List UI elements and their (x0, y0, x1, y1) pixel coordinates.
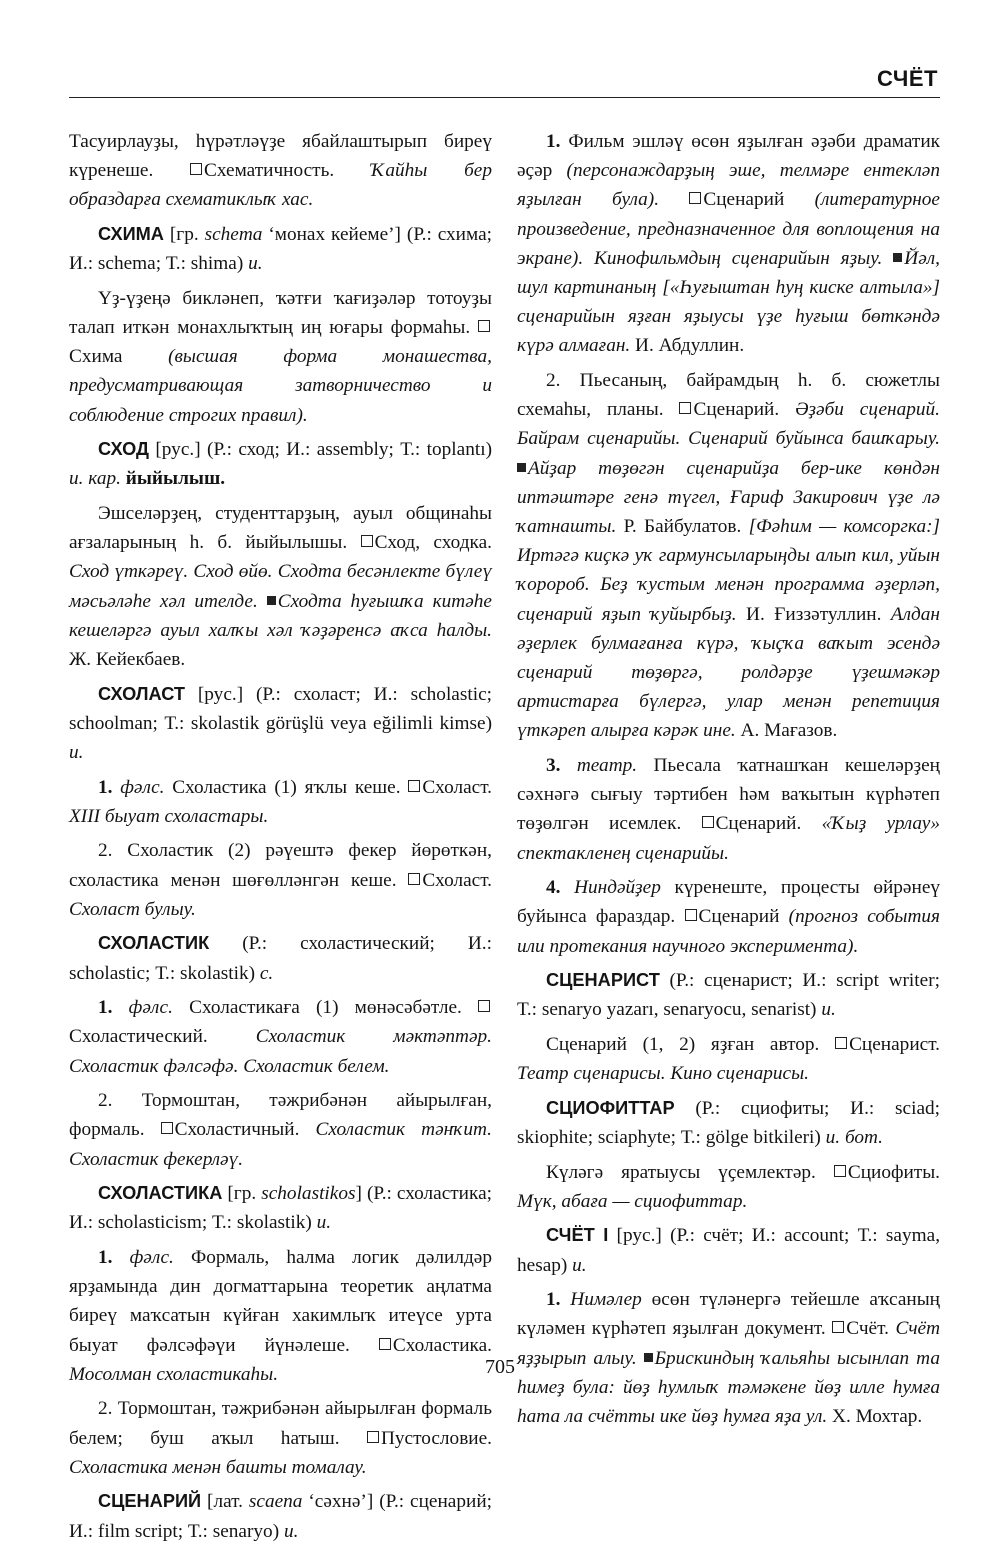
quotation: [Фәһим — комсоргка:] Иртәгә киҫкә уҡ гармунсыларыңды алып кил, уйын ҡоророб. Беҙ ҡустым менән программа әҙерләп, сценарий яҙып ҡуйырбыҙ. (517, 516, 941, 625)
cross-reference: йыйылыш. (125, 468, 226, 490)
quotation-author: И. Ғиззәтуллин. (736, 603, 891, 625)
part-of-speech: и. (69, 742, 84, 764)
sense (517, 127, 940, 361)
square-icon (685, 909, 697, 921)
part-of-speech: с. (259, 962, 274, 984)
etymology: [лат. (201, 1491, 249, 1513)
sense (517, 873, 940, 961)
russian-equivalent: Схима (69, 346, 169, 368)
headword-entry (69, 680, 492, 768)
definition: Үҙ-үҙеңә бикләнеп, ҡәтғи ҡағиҙәләр тотоуҙы талап иткән монахлыҡтың иң юғары формаһы. (69, 287, 492, 338)
square-icon (161, 1122, 173, 1134)
example: Мүк, абаға — сциофиттар. (517, 1190, 748, 1212)
etymology: [гр. (163, 224, 205, 245)
headword: СХОЛАСТ (98, 683, 186, 704)
domain-label: театр. (576, 755, 638, 777)
square-icon (478, 1000, 490, 1012)
running-head: СЧЁТ (877, 66, 938, 91)
part-of-speech: и. (821, 999, 836, 1021)
definition: Пьесала ҡатнашҡан кешеләрҙең сәхнәгә сығыу тәртибен һәм ваҡытын күрһәтеп төҙөлгән исемлек. (517, 755, 940, 835)
definition: Фильм эшләү өсөн яҙылған әҙәби драматик әҫәр (517, 131, 941, 182)
sense (517, 366, 940, 746)
square-icon (190, 163, 202, 175)
etymology: [гр. (222, 1183, 262, 1205)
sense (69, 1394, 492, 1482)
part-of-speech: и. (316, 1212, 332, 1234)
definition-start: Ниндәйҙер (574, 877, 661, 899)
headword-entry (69, 1179, 492, 1237)
equivalents: ‘сәхнә’] (Р.: сценарий; И.: film script; Т.: senaryo) (69, 1491, 492, 1542)
headword-entry (69, 1487, 492, 1545)
square-icon (478, 320, 490, 332)
sense-number: 4. (546, 877, 575, 899)
example: XIII быуат схоластары. (69, 805, 269, 827)
square-icon (379, 1338, 391, 1350)
sense-number: 1. (98, 1247, 130, 1268)
definition: Формаль, һалма логик дәлилдәр ярҙамында дин догматтарына теоретик аңлатма биреү маҡсатын күйған хакимлыҡ итеүсе урта быуат фәлсәфәүи йүнәлеше. (69, 1247, 492, 1356)
definition: күренеште, процесты өйрәнеү буйынса фараздар. (517, 877, 941, 928)
definition: Сценарий (1, 2) яҙған автор. (546, 1034, 836, 1056)
definition: 2. Тормоштан, тәжрибәнән айырылған формаль белем; буш аҡыл һатыш. (69, 1398, 492, 1449)
square-icon (408, 873, 420, 885)
quotation: Алдан әҙерлек булмағанға күрә, ҡыҫҡа ваҡыт эсендә сценарий төҙөргә, ролдәрҙе үҙешмәкәр артистарға бүлергә, улар менән репетиция үткәреп алырға кәрәк ине. (517, 603, 940, 742)
definition-note: (персонаждарҙың эше, телмәре ентекләп яҙылған була). (517, 160, 940, 211)
russian-equivalent: Схоластический. (69, 1026, 256, 1048)
entry-text (69, 499, 492, 674)
right-column (517, 127, 940, 1437)
russian-equivalent: Сценарий. (715, 813, 822, 835)
entry-text (517, 1030, 940, 1088)
example: Мосолман схоластикаһы. (69, 1363, 279, 1385)
quotation-author: А. Мағазов. (735, 720, 838, 742)
headword-entry (69, 220, 492, 278)
definition: Тасуирлауҙы, һүрәтләүҙе ябайлаштырып биреү күренеше. (69, 131, 492, 182)
example: Схоласт булыу. (69, 898, 196, 920)
headword-entry (517, 1221, 940, 1279)
quotation: Йәл, шул картинаның [«Һуғыштан һуң киске алтыла»] сценарийын яҙған яҙыусы үҙе һуғыш бөткәндә күрә алмаған. (517, 247, 940, 357)
headword: СЧЁТ I (546, 1225, 609, 1246)
equivalents: [рус.] (Р.: схоласт; И.: scholastic; schoolman; Т.: skolastik görüşlü veya eğilimli kimse) (69, 683, 492, 734)
square-icon (832, 1321, 844, 1333)
russian-gloss: (прогноз события или протекания научного эксперимента). (517, 906, 941, 957)
quotation: Брискиндың ҡальяһы ысынлап та һимеҙ була: йөҙ һумлыҡ тәмәкене йөҙ илле һумға һата ла счётты ике йөҙ һумға яҙа ул. (517, 1347, 940, 1428)
quotation-author: Р. Байбулатов. (616, 516, 749, 538)
equivalents: ‘монах кейеме’] (Р.: схима; И.: schema; Т.: shima) (69, 224, 492, 275)
sense-number: 1. (98, 776, 121, 798)
sense-number: 1. (546, 1289, 571, 1311)
definition: Күләгә яратыусы үҫемлектәр. (546, 1161, 834, 1183)
square-icon (834, 1165, 846, 1177)
equivalents: ] (Р.: схоластика; И.: scholasticism; Т.: skolastik) (69, 1183, 492, 1234)
headword: СХОЛАСТИК (98, 933, 210, 954)
square-icon (689, 192, 701, 204)
russian-equivalent: Схоласт. (422, 776, 492, 798)
equivalents: [рус.] (Р.: счёт; И.: account; Т.: sayma, hesap) (517, 1225, 941, 1276)
russian-equivalent: Схоласт. (422, 869, 492, 891)
sense (517, 751, 940, 868)
domain-label: фәлс. (128, 997, 173, 1019)
page-number: 705 (485, 1356, 515, 1378)
definition: Эшселәрҙең, студенттарҙың, ауыл общинаһы ағзаларының һ. б. йыйылышы. (69, 503, 492, 554)
russian-equivalent: Схоластичный. (174, 1119, 316, 1141)
russian-equivalent: Схоластика. (392, 1334, 492, 1356)
black-square-icon (517, 463, 526, 472)
sense-number: 1. (98, 997, 129, 1019)
example: Әҙәби сценарий. Байрам сценарийы. Сценарий буйынса башҡарыу. (517, 399, 940, 450)
example: Театр сценарисы. Кино сценарисы. (517, 1063, 809, 1085)
sense (69, 773, 492, 831)
headword: СХОД (98, 439, 149, 460)
example: Схоластика менән башты томалау. (69, 1456, 367, 1478)
sense (69, 993, 492, 1081)
russian-equivalent: Сценарий (698, 906, 789, 928)
headword-entry (69, 435, 492, 493)
entry-text (69, 284, 492, 430)
etymology-source: schema (204, 224, 263, 245)
headword: СЦЕНАРИСТ (546, 970, 660, 991)
example: Схоластик тәнҡит. Схоластик фекерләү. (69, 1119, 492, 1170)
russian-equivalent: Сценарий (703, 189, 815, 211)
example: «Ҡыҙ урлау» спектакленең сценарийы. (517, 813, 940, 864)
definition: Схоластикаға (1) мөнәсәбәтле. (172, 997, 478, 1019)
etymology-source: scholastikos (261, 1183, 356, 1205)
square-icon (408, 780, 420, 792)
headword: СЦИОФИТТАР (546, 1097, 675, 1118)
definition-start: Нимәлер (570, 1289, 642, 1311)
black-square-icon (267, 596, 276, 605)
quotation-author: И. Абдуллин. (630, 335, 745, 357)
domain-label: фәлс. (129, 1247, 174, 1268)
quotation-author: Ж. Кейекбаев. (69, 649, 186, 671)
russian-equivalent: Сценарист. (849, 1034, 940, 1056)
equivalents: [рус.] (Р.: сход; И.: assembly; Т.: toplantı) (148, 439, 492, 461)
sense-number: 1. (546, 131, 569, 152)
russian-equivalent: Пустословие. (380, 1427, 492, 1449)
definition: Схоластика (1) яҡлы кеше. (164, 776, 409, 798)
example: (литературное произведение, предназначенное для воплощения на экране). Кинофильмдың сценарийын яҙыу. (517, 189, 940, 269)
part-of-speech: и. (283, 1520, 299, 1542)
square-icon (835, 1037, 847, 1049)
equivalents: (Р.: сценарист; И.: script writer; Т.: senaryo yazarı, senaryocu, senarist) (517, 970, 940, 1021)
headword: СХОЛАСТИКА (98, 1183, 223, 1204)
entry-text (69, 127, 492, 215)
russian-equivalent: Сциофиты. (847, 1161, 940, 1183)
sense-number: 3. (546, 755, 577, 777)
example: Счёт яҙҙырып алыу. (517, 1318, 940, 1369)
russian-equivalent: Схематичность. (204, 160, 371, 182)
headword-entry (517, 1094, 940, 1152)
part-of-speech: и. (248, 253, 263, 275)
entry-text (517, 1158, 940, 1216)
sense (69, 1086, 492, 1174)
russian-gloss: (высшая форма монашества, предусматривающая затворничество и соблюдение строгих правил). (69, 346, 492, 426)
equivalents: (Р.: сциофиты; И.: sciad; skiophite; sciaphyte; Т.: gölge bitkileri) (517, 1097, 940, 1149)
russian-equivalent: Счёт. (846, 1318, 896, 1340)
header-rule (69, 97, 940, 98)
headword-entry (517, 966, 940, 1024)
example: Ҡайһы бер образдарға схематиклыҡ хас. (69, 160, 492, 211)
equivalents: (Р.: схоластический; И.: scholastic; Т.: skolastik) (69, 933, 492, 984)
part-of-speech: и. кар. (69, 468, 121, 490)
black-square-icon (893, 253, 902, 262)
headword-entry (69, 929, 492, 987)
russian-equivalent: Сход, сходка. (374, 532, 492, 554)
quotation: Сходта һуғышҡа китәһе кешеләргә ауыл халҡы хәл ҡәҙәренсә аҡса һалды. (69, 590, 492, 641)
example: Схоластик мәктәптәр. Схоластик фәлсәфә. Схоластик белем. (69, 1026, 492, 1077)
quotation-author: Х. Мохтар. (827, 1406, 923, 1428)
definition: 2. Тормоштан, тәжрибәнән айырылған, формаль. (69, 1090, 492, 1141)
definition: 2. Схоластик (2) рәүештә фекер йөрөткән, схоластика менән шөғөлләнгән кеше. (69, 840, 492, 891)
square-icon (361, 535, 373, 547)
square-icon (679, 402, 691, 414)
definition: өсөн түләнергә тейешле аҡсаның күләмен күрһәтеп яҙылған документ. (517, 1289, 940, 1340)
domain-label: фәлс. (120, 776, 165, 798)
square-icon (702, 816, 714, 828)
example: Сход үткәреү. Сход өйө. Сходта бесәнлекте бүлеү мәсьәләһе хәл ителде. (69, 561, 492, 612)
headword: СЦЕНАРИЙ (98, 1491, 202, 1512)
quotation: Айҙар төҙөгән сценарийҙа бер-ике көндән иптәштәре генә түгел, Ғариф Закирович үҙе лә ҡатнашты. (517, 457, 940, 538)
left-column (69, 127, 492, 1551)
square-icon (367, 1431, 379, 1443)
headword: СХИМА (98, 224, 164, 244)
definition: 2. Пьесаның, байрамдың һ. б. сюжетлы схемаһы, планы. (517, 370, 940, 421)
part-of-speech: и. (572, 1254, 587, 1276)
sense (69, 836, 492, 924)
russian-equivalent: Сценарий. (693, 399, 796, 421)
etymology-source: scaena (248, 1491, 303, 1513)
part-of-speech: и. бот. (825, 1127, 884, 1149)
